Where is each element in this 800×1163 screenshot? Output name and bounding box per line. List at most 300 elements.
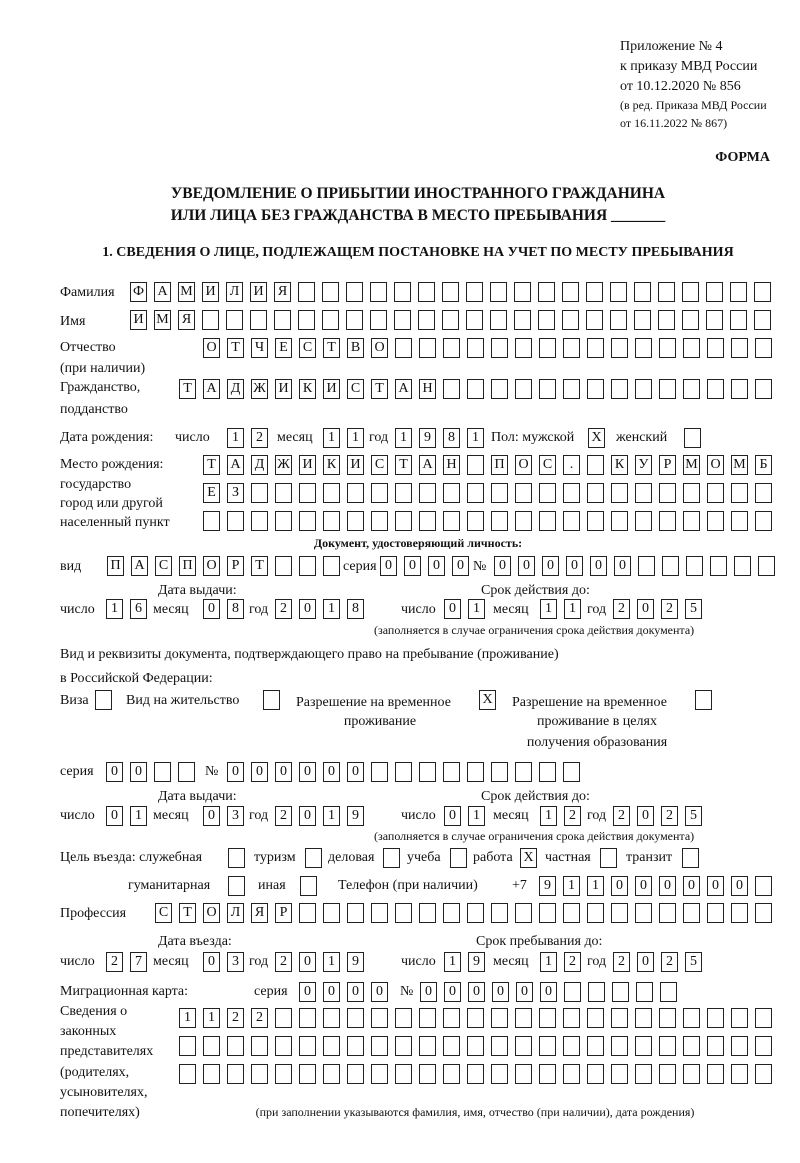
char-box[interactable] <box>638 556 655 576</box>
char-box[interactable] <box>371 483 388 503</box>
char-box[interactable] <box>610 282 627 302</box>
char-box[interactable]: 0 <box>299 599 316 619</box>
char-box[interactable]: М <box>683 455 700 475</box>
char-box[interactable] <box>298 282 315 302</box>
char-box[interactable]: 1 <box>130 806 147 826</box>
char-box[interactable]: О <box>515 455 532 475</box>
char-box[interactable]: Р <box>227 556 244 576</box>
char-box[interactable] <box>758 556 775 576</box>
char-box[interactable]: 0 <box>203 806 220 826</box>
char-box[interactable]: З <box>227 483 244 503</box>
char-box[interactable] <box>611 483 628 503</box>
char-box[interactable] <box>683 511 700 531</box>
char-box[interactable] <box>178 762 195 782</box>
char-box[interactable] <box>491 1008 508 1028</box>
char-box[interactable] <box>610 310 627 330</box>
char-box[interactable] <box>538 282 555 302</box>
char-box[interactable] <box>203 511 220 531</box>
char-box[interactable]: 1 <box>468 599 485 619</box>
char-box[interactable] <box>539 1036 556 1056</box>
char-box[interactable]: 1 <box>323 599 340 619</box>
char-box[interactable] <box>251 511 268 531</box>
char-box[interactable]: 0 <box>299 952 316 972</box>
checkbox[interactable] <box>383 848 400 868</box>
char-box[interactable]: 0 <box>494 556 511 576</box>
char-box[interactable]: С <box>299 338 316 358</box>
char-box[interactable] <box>419 483 436 503</box>
char-box[interactable] <box>395 1036 412 1056</box>
char-box[interactable]: Л <box>226 282 243 302</box>
char-box[interactable]: В <box>347 338 364 358</box>
checkbox[interactable] <box>95 690 112 710</box>
char-box[interactable]: 8 <box>227 599 244 619</box>
checkbox[interactable] <box>305 848 322 868</box>
char-box[interactable] <box>587 483 604 503</box>
char-box[interactable] <box>467 1008 484 1028</box>
char-box[interactable] <box>491 1036 508 1056</box>
char-box[interactable] <box>467 338 484 358</box>
char-box[interactable] <box>347 1036 364 1056</box>
char-box[interactable] <box>299 483 316 503</box>
char-box[interactable] <box>323 511 340 531</box>
char-box[interactable] <box>731 511 748 531</box>
char-box[interactable]: Д <box>227 379 244 399</box>
char-box[interactable] <box>347 511 364 531</box>
char-box[interactable]: 1 <box>540 806 557 826</box>
char-box[interactable] <box>515 511 532 531</box>
char-box[interactable] <box>611 338 628 358</box>
char-box[interactable] <box>347 1008 364 1028</box>
char-box[interactable]: 2 <box>613 806 630 826</box>
char-box[interactable]: П <box>491 455 508 475</box>
char-box[interactable] <box>419 338 436 358</box>
char-box[interactable]: 0 <box>420 982 437 1002</box>
char-box[interactable]: 0 <box>566 556 583 576</box>
char-box[interactable]: 0 <box>659 876 676 896</box>
char-box[interactable]: 8 <box>443 428 460 448</box>
char-box[interactable] <box>443 762 460 782</box>
char-box[interactable]: О <box>371 338 388 358</box>
char-box[interactable]: 2 <box>661 952 678 972</box>
char-box[interactable] <box>659 1036 676 1056</box>
char-box[interactable] <box>683 338 700 358</box>
char-box[interactable] <box>395 762 412 782</box>
char-box[interactable]: 0 <box>444 982 461 1002</box>
char-box[interactable]: . <box>563 455 580 475</box>
char-box[interactable]: М <box>178 282 195 302</box>
char-box[interactable]: 0 <box>227 762 244 782</box>
char-box[interactable] <box>490 282 507 302</box>
char-box[interactable] <box>395 511 412 531</box>
char-box[interactable] <box>419 1036 436 1056</box>
char-box[interactable] <box>611 511 628 531</box>
char-box[interactable] <box>564 982 581 1002</box>
char-box[interactable]: И <box>299 455 316 475</box>
char-box[interactable] <box>683 1064 700 1084</box>
checkbox[interactable] <box>682 848 699 868</box>
char-box[interactable] <box>443 338 460 358</box>
char-box[interactable]: А <box>131 556 148 576</box>
char-box[interactable]: 1 <box>323 952 340 972</box>
char-box[interactable]: 0 <box>707 876 724 896</box>
char-box[interactable]: Ж <box>251 379 268 399</box>
char-box[interactable]: М <box>731 455 748 475</box>
char-box[interactable]: 1 <box>467 428 484 448</box>
char-box[interactable]: 0 <box>468 982 485 1002</box>
char-box[interactable]: 0 <box>203 952 220 972</box>
char-box[interactable]: 0 <box>371 982 388 1002</box>
char-box[interactable] <box>563 1036 580 1056</box>
char-box[interactable]: О <box>203 338 220 358</box>
char-box[interactable] <box>395 1064 412 1084</box>
char-box[interactable]: И <box>347 455 364 475</box>
char-box[interactable] <box>731 379 748 399</box>
char-box[interactable] <box>659 903 676 923</box>
char-box[interactable]: 0 <box>452 556 469 576</box>
char-box[interactable]: Е <box>275 338 292 358</box>
char-box[interactable] <box>563 762 580 782</box>
char-box[interactable] <box>395 483 412 503</box>
char-box[interactable]: Т <box>227 338 244 358</box>
char-box[interactable] <box>611 1036 628 1056</box>
char-box[interactable]: 0 <box>323 982 340 1002</box>
char-box[interactable] <box>755 876 772 896</box>
char-box[interactable] <box>635 1064 652 1084</box>
char-box[interactable]: 1 <box>468 806 485 826</box>
char-box[interactable] <box>659 338 676 358</box>
char-box[interactable] <box>154 762 171 782</box>
char-box[interactable] <box>227 511 244 531</box>
char-box[interactable]: Т <box>179 903 196 923</box>
char-box[interactable]: Т <box>203 455 220 475</box>
char-box[interactable] <box>611 379 628 399</box>
char-box[interactable]: 0 <box>731 876 748 896</box>
char-box[interactable] <box>179 1064 196 1084</box>
char-box[interactable] <box>491 762 508 782</box>
char-box[interactable] <box>755 379 772 399</box>
char-box[interactable] <box>371 1008 388 1028</box>
char-box[interactable] <box>490 310 507 330</box>
char-box[interactable]: 9 <box>347 952 364 972</box>
char-box[interactable]: 1 <box>323 806 340 826</box>
char-box[interactable] <box>251 1036 268 1056</box>
char-box[interactable] <box>611 1008 628 1028</box>
char-box[interactable]: 0 <box>540 982 557 1002</box>
char-box[interactable]: Т <box>323 338 340 358</box>
char-box[interactable] <box>323 1036 340 1056</box>
char-box[interactable] <box>587 338 604 358</box>
char-box[interactable]: 2 <box>106 952 123 972</box>
char-box[interactable] <box>419 1064 436 1084</box>
checkbox[interactable]: X <box>520 848 537 868</box>
char-box[interactable]: Р <box>275 903 292 923</box>
char-box[interactable]: 9 <box>539 876 556 896</box>
char-box[interactable]: С <box>371 455 388 475</box>
char-box[interactable] <box>755 483 772 503</box>
char-box[interactable]: 2 <box>661 806 678 826</box>
char-box[interactable] <box>636 982 653 1002</box>
char-box[interactable]: Т <box>251 556 268 576</box>
char-box[interactable]: 0 <box>637 952 654 972</box>
char-box[interactable] <box>322 310 339 330</box>
char-box[interactable] <box>371 1036 388 1056</box>
char-box[interactable] <box>587 455 604 475</box>
checkbox[interactable]: X <box>588 428 605 448</box>
char-box[interactable] <box>491 338 508 358</box>
char-box[interactable]: 2 <box>613 599 630 619</box>
char-box[interactable] <box>394 282 411 302</box>
char-box[interactable]: 1 <box>227 428 244 448</box>
char-box[interactable]: 1 <box>444 952 461 972</box>
char-box[interactable] <box>539 511 556 531</box>
char-box[interactable]: 8 <box>347 599 364 619</box>
char-box[interactable] <box>299 903 316 923</box>
char-box[interactable] <box>514 282 531 302</box>
char-box[interactable] <box>515 1008 532 1028</box>
char-box[interactable]: И <box>323 379 340 399</box>
char-box[interactable]: 1 <box>179 1008 196 1028</box>
char-box[interactable] <box>515 483 532 503</box>
char-box[interactable] <box>370 310 387 330</box>
char-box[interactable] <box>515 338 532 358</box>
char-box[interactable] <box>250 310 267 330</box>
char-box[interactable]: 2 <box>613 952 630 972</box>
char-box[interactable]: 7 <box>130 952 147 972</box>
char-box[interactable] <box>370 282 387 302</box>
char-box[interactable] <box>731 1008 748 1028</box>
char-box[interactable] <box>467 379 484 399</box>
char-box[interactable] <box>299 1036 316 1056</box>
char-box[interactable]: 1 <box>564 599 581 619</box>
char-box[interactable] <box>707 511 724 531</box>
checkbox[interactable] <box>695 690 712 710</box>
char-box[interactable] <box>442 282 459 302</box>
char-box[interactable] <box>467 455 484 475</box>
char-box[interactable] <box>467 1064 484 1084</box>
char-box[interactable] <box>731 903 748 923</box>
checkbox[interactable] <box>228 848 245 868</box>
char-box[interactable]: 0 <box>299 762 316 782</box>
char-box[interactable] <box>587 379 604 399</box>
char-box[interactable] <box>731 1064 748 1084</box>
char-box[interactable] <box>539 338 556 358</box>
char-box[interactable] <box>586 310 603 330</box>
char-box[interactable]: 2 <box>251 428 268 448</box>
char-box[interactable]: О <box>203 903 220 923</box>
char-box[interactable] <box>587 903 604 923</box>
char-box[interactable] <box>491 379 508 399</box>
char-box[interactable] <box>419 903 436 923</box>
char-box[interactable]: 2 <box>564 952 581 972</box>
char-box[interactable] <box>275 1036 292 1056</box>
char-box[interactable] <box>275 1064 292 1084</box>
char-box[interactable] <box>755 338 772 358</box>
char-box[interactable] <box>563 1064 580 1084</box>
checkbox[interactable] <box>450 848 467 868</box>
char-box[interactable] <box>322 282 339 302</box>
char-box[interactable]: 1 <box>540 952 557 972</box>
char-box[interactable]: А <box>154 282 171 302</box>
char-box[interactable]: Л <box>227 903 244 923</box>
char-box[interactable] <box>491 511 508 531</box>
char-box[interactable] <box>634 310 651 330</box>
char-box[interactable]: С <box>347 379 364 399</box>
char-box[interactable]: Н <box>419 379 436 399</box>
char-box[interactable] <box>710 556 727 576</box>
char-box[interactable] <box>587 511 604 531</box>
char-box[interactable]: 0 <box>106 806 123 826</box>
char-box[interactable] <box>634 282 651 302</box>
char-box[interactable] <box>707 379 724 399</box>
char-box[interactable] <box>251 483 268 503</box>
char-box[interactable] <box>686 556 703 576</box>
char-box[interactable]: 0 <box>203 599 220 619</box>
char-box[interactable] <box>706 282 723 302</box>
char-box[interactable]: 0 <box>404 556 421 576</box>
char-box[interactable] <box>202 310 219 330</box>
char-box[interactable]: С <box>155 903 172 923</box>
char-box[interactable] <box>635 1036 652 1056</box>
checkbox[interactable]: X <box>479 690 496 710</box>
char-box[interactable] <box>323 556 340 576</box>
char-box[interactable] <box>587 1036 604 1056</box>
char-box[interactable] <box>707 903 724 923</box>
char-box[interactable] <box>755 1036 772 1056</box>
char-box[interactable]: Я <box>251 903 268 923</box>
char-box[interactable] <box>515 903 532 923</box>
char-box[interactable] <box>539 483 556 503</box>
char-box[interactable] <box>275 483 292 503</box>
char-box[interactable] <box>467 511 484 531</box>
char-box[interactable]: 0 <box>614 556 631 576</box>
char-box[interactable]: 2 <box>251 1008 268 1028</box>
char-box[interactable] <box>586 282 603 302</box>
char-box[interactable] <box>658 282 675 302</box>
checkbox[interactable] <box>228 876 245 896</box>
char-box[interactable] <box>731 483 748 503</box>
char-box[interactable] <box>323 1064 340 1084</box>
char-box[interactable]: Я <box>178 310 195 330</box>
char-box[interactable] <box>635 483 652 503</box>
char-box[interactable] <box>443 903 460 923</box>
char-box[interactable] <box>371 511 388 531</box>
char-box[interactable] <box>443 483 460 503</box>
char-box[interactable] <box>754 282 771 302</box>
checkbox[interactable] <box>300 876 317 896</box>
char-box[interactable]: Т <box>179 379 196 399</box>
char-box[interactable] <box>707 1008 724 1028</box>
char-box[interactable]: 9 <box>347 806 364 826</box>
char-box[interactable]: И <box>130 310 147 330</box>
char-box[interactable] <box>660 982 677 1002</box>
char-box[interactable] <box>539 1064 556 1084</box>
char-box[interactable] <box>371 762 388 782</box>
char-box[interactable] <box>563 379 580 399</box>
char-box[interactable] <box>395 338 412 358</box>
char-box[interactable]: П <box>179 556 196 576</box>
char-box[interactable] <box>466 282 483 302</box>
char-box[interactable]: 0 <box>611 876 628 896</box>
char-box[interactable] <box>539 903 556 923</box>
char-box[interactable]: 0 <box>106 762 123 782</box>
char-box[interactable] <box>706 310 723 330</box>
char-box[interactable]: Я <box>274 282 291 302</box>
char-box[interactable] <box>418 282 435 302</box>
char-box[interactable] <box>299 1008 316 1028</box>
char-box[interactable] <box>347 1064 364 1084</box>
char-box[interactable] <box>730 282 747 302</box>
char-box[interactable] <box>419 511 436 531</box>
char-box[interactable]: 0 <box>637 599 654 619</box>
char-box[interactable] <box>707 338 724 358</box>
char-box[interactable] <box>419 1008 436 1028</box>
char-box[interactable]: И <box>202 282 219 302</box>
char-box[interactable] <box>323 1008 340 1028</box>
char-box[interactable] <box>371 903 388 923</box>
char-box[interactable]: А <box>395 379 412 399</box>
char-box[interactable]: Р <box>659 455 676 475</box>
checkbox[interactable] <box>263 690 280 710</box>
char-box[interactable] <box>635 338 652 358</box>
char-box[interactable] <box>467 483 484 503</box>
char-box[interactable]: 1 <box>203 1008 220 1028</box>
char-box[interactable] <box>515 762 532 782</box>
char-box[interactable] <box>562 310 579 330</box>
char-box[interactable] <box>443 1008 460 1028</box>
char-box[interactable]: 0 <box>590 556 607 576</box>
char-box[interactable] <box>563 338 580 358</box>
char-box[interactable] <box>443 511 460 531</box>
char-box[interactable] <box>275 1008 292 1028</box>
char-box[interactable] <box>659 1008 676 1028</box>
char-box[interactable] <box>442 310 459 330</box>
char-box[interactable] <box>298 310 315 330</box>
char-box[interactable] <box>731 338 748 358</box>
char-box[interactable] <box>179 1036 196 1056</box>
char-box[interactable]: 2 <box>564 806 581 826</box>
char-box[interactable] <box>299 511 316 531</box>
char-box[interactable]: 0 <box>637 806 654 826</box>
char-box[interactable]: 0 <box>516 982 533 1002</box>
char-box[interactable] <box>611 903 628 923</box>
char-box[interactable] <box>514 310 531 330</box>
char-box[interactable] <box>346 282 363 302</box>
char-box[interactable] <box>734 556 751 576</box>
char-box[interactable]: 0 <box>683 876 700 896</box>
char-box[interactable] <box>299 556 316 576</box>
char-box[interactable] <box>467 1036 484 1056</box>
char-box[interactable] <box>635 511 652 531</box>
char-box[interactable]: С <box>539 455 556 475</box>
char-box[interactable] <box>394 310 411 330</box>
char-box[interactable]: 0 <box>492 982 509 1002</box>
char-box[interactable] <box>443 1064 460 1084</box>
char-box[interactable] <box>707 1064 724 1084</box>
char-box[interactable]: 1 <box>395 428 412 448</box>
char-box[interactable] <box>226 310 243 330</box>
char-box[interactable]: 0 <box>299 806 316 826</box>
char-box[interactable] <box>491 903 508 923</box>
char-box[interactable]: Т <box>371 379 388 399</box>
char-box[interactable]: К <box>299 379 316 399</box>
char-box[interactable]: М <box>154 310 171 330</box>
char-box[interactable] <box>395 903 412 923</box>
char-box[interactable]: 1 <box>106 599 123 619</box>
char-box[interactable]: 3 <box>227 952 244 972</box>
char-box[interactable] <box>371 1064 388 1084</box>
char-box[interactable] <box>659 483 676 503</box>
char-box[interactable] <box>683 379 700 399</box>
